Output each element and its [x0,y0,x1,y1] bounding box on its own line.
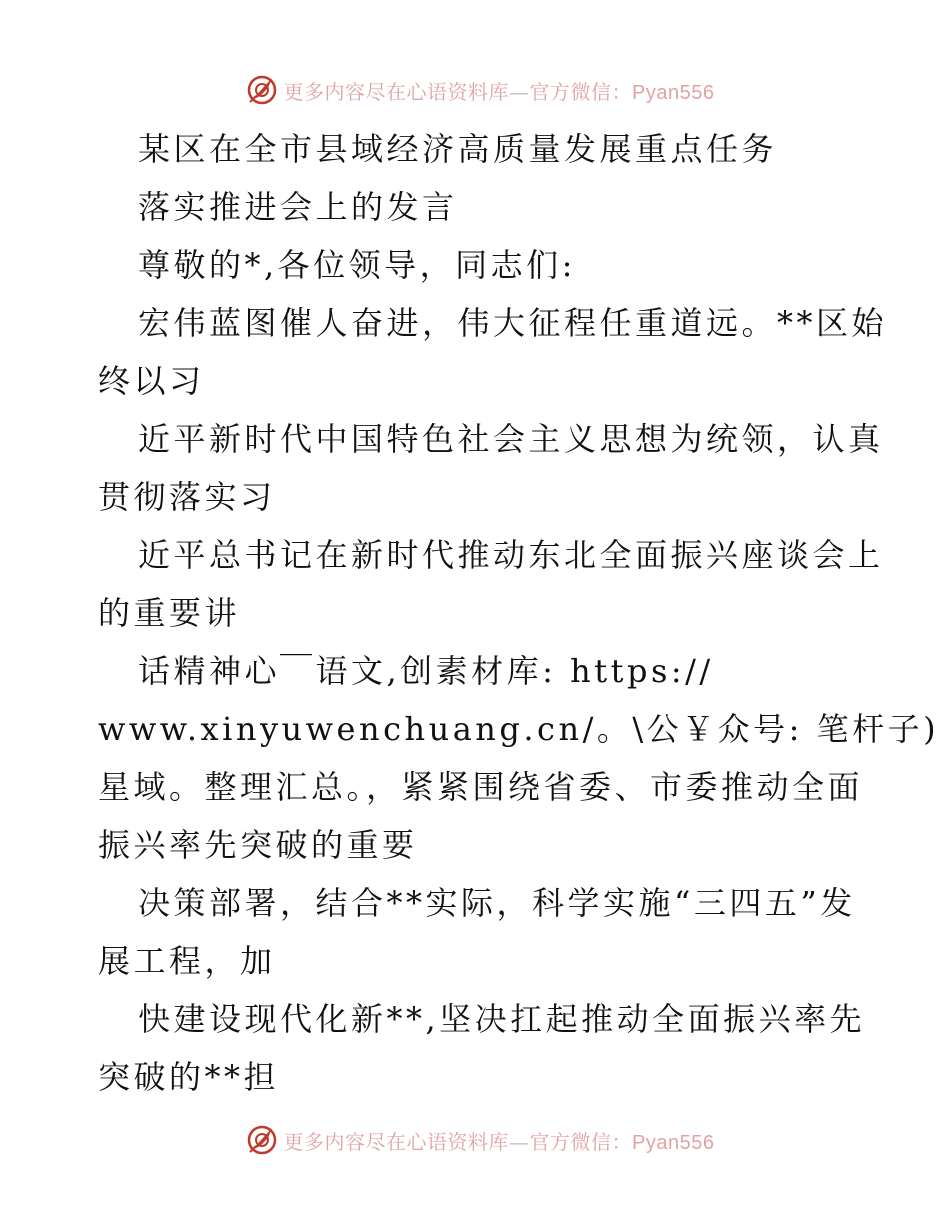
text-line: 贯彻落实习 [98,478,276,516]
text-line: 终以习 [98,362,205,400]
watermark-separator: — [509,1129,530,1154]
watermark-wechat-id: Pyan556 [632,1131,715,1154]
quill-logo-icon [246,74,278,106]
watermark-inner [246,74,715,106]
watermark-suffix: 官方微信： [529,1129,633,1154]
document-body [98,120,940,1106]
watermark-separator: — [509,79,530,104]
text-line: 突破的**担 [98,1058,280,1096]
watermark-prefix: 更多内容尽在心语资料库 [283,1129,510,1154]
text-line: www.xinyuwenchuang.cn/。\公￥众号: 笔杆子) [98,710,940,748]
text-line: 尊敬的*,各位领导，同志们: [138,246,576,284]
text-line: 落实推进会上的发言 [138,188,458,226]
text-line: 快建设现代化新**,坚决扛起推动全面振兴率先 [138,1000,866,1038]
watermark-header [0,70,950,110]
text-line: 近平总书记在新时代推动东北全面振兴座谈会上 [138,536,884,574]
text-line: 话精神心￣语文,创素材库: https:// [138,652,714,690]
text-line: 近平新时代中国特色社会主义思想为统领，认真 [138,420,884,458]
watermark-text [284,1126,715,1155]
watermark-footer [0,1120,950,1160]
watermark-prefix: 更多内容尽在心语资料库 [283,79,510,104]
watermark-wechat-id: Pyan556 [632,81,715,104]
text-line: 星域。整理汇总。，紧紧围绕省委、市委推动全面 [98,768,864,806]
text-line: 决策部署，结合**实际，科学实施“三四五”发 [138,884,856,922]
text-line: 某区在全市县域经济高质量发展重点任务 [138,130,778,168]
text-line: 振兴率先突破的重要 [98,826,418,864]
quill-logo-icon [246,1124,278,1156]
text-line: 的重要讲 [98,594,241,632]
watermark-suffix: 官方微信： [529,79,633,104]
watermark-text [284,76,715,105]
watermark-inner [246,1124,715,1156]
text-line: 展工程，加 [98,942,276,980]
text-line: 宏伟蓝图催人奋进，伟大征程任重道远。**区始 [138,304,888,342]
